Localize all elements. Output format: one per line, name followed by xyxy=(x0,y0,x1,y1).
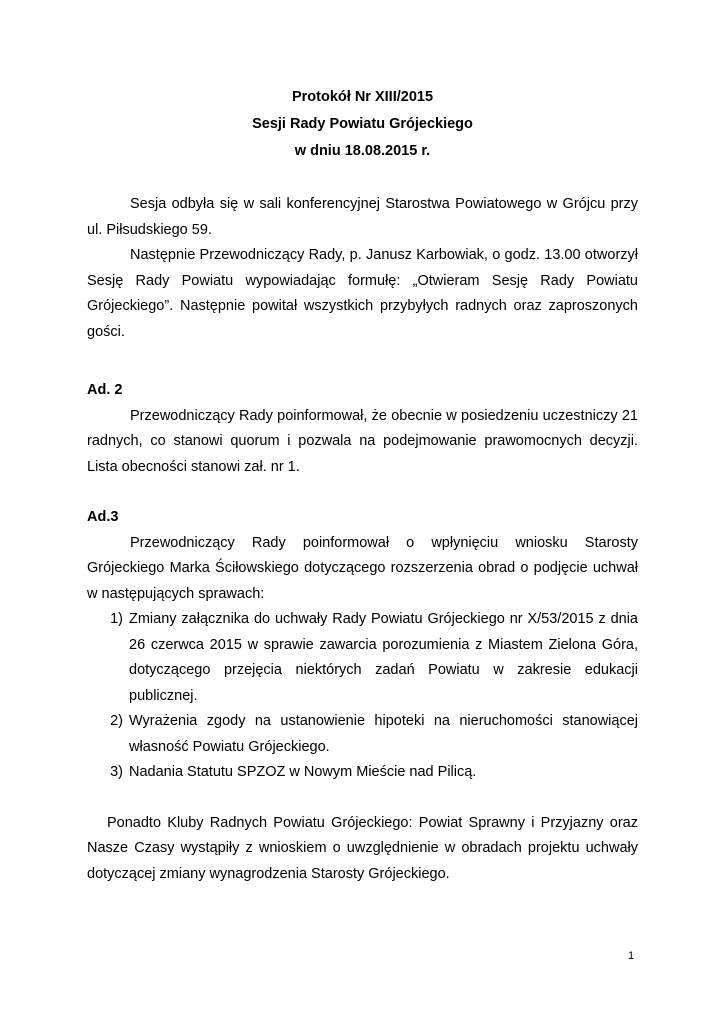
spacer xyxy=(87,786,638,811)
list-item-number: 1) xyxy=(110,611,123,627)
document-header xyxy=(0,84,725,165)
ad3-paragraph: Przewodniczący Rady poinformował o wpłynięciu wniosku Starosty Grójeckiego Marka Ściłowskiego dotyczącego rozszerzenia obrad o podjęcie uchwał w następujących sprawach: xyxy=(87,534,638,602)
closing-paragraph: Ponadto Kluby Radnych Powiatu Grójeckiego: Powiat Sprawny i Przyjazny oraz Nasze Czasy wystąpiły z wnioskiem o uwzględnienie w obradach projektu uchwały dotyczącej zmiany wynagrodzenia Starosty Grójeckiego. xyxy=(87,814,638,882)
session-title: Sesji Rady Powiatu Grójeckiego xyxy=(252,116,473,132)
list-item-text: Wyrażenia zgody na ustanowienie hipoteki na nieruchomości stanowiącej własność Powiatu Grójeckiego. xyxy=(129,713,638,755)
list-item-text: Zmiany załącznika do uchwały Rady Powiatu Grójeckiego nr X/53/2015 z dnia 26 czerwca 2015 w sprawie zawarcia porozumienia z Miastem Zielona Góra, dotyczącego przejęcia niektórych zadań Powiatu w zakresie edukacji publicznej. xyxy=(129,611,638,704)
list-item-number: 2) xyxy=(110,713,123,729)
document-body xyxy=(87,192,638,887)
list-item-number: 3) xyxy=(110,764,123,780)
page-number: 1 xyxy=(628,950,635,962)
spacer xyxy=(87,370,638,378)
ad2-paragraph: Przewodniczący Rady poinformował, że obecnie w posiedzeniu uczestniczy 21 radnych, co stanowi quorum i pozwala na podejmowanie prawomocnych decyzji. Lista obecności stanowi zał. nr 1. xyxy=(87,407,638,475)
list-item-text: Nadania Statutu SPZOZ w Nowym Mieście nad Pilicą. xyxy=(129,764,477,780)
spacer xyxy=(87,345,638,370)
ad2-heading: Ad. 2 xyxy=(87,382,123,398)
protocol-title: Protokół Nr XIII/2015 xyxy=(291,89,434,105)
session-date: w dniu 18.08.2015 r. xyxy=(294,143,431,159)
list-item xyxy=(87,760,638,786)
intro-paragraph-1: Sesja odbyła się w sali konferencyjnej Starostwa Powiatowego w Grójcu przy ul. Piłsudskiego 59. xyxy=(87,196,638,238)
list-item xyxy=(87,709,638,760)
ad3-list xyxy=(87,607,638,786)
list-item xyxy=(87,607,638,709)
intro-paragraph-2: Następnie Przewodniczący Rady, p. Janusz Karbowiak, o godz. 13.00 otworzył Sesję Rady Powiatu wypowiadając formułę: „Otwieram Sesję Rady Powiatu Grójeckiego”. Następnie powitał wszystkich przybyłych radnych oraz zaproszonych gości. xyxy=(87,247,638,340)
ad3-heading: Ad.3 xyxy=(87,509,119,525)
spacer xyxy=(87,480,638,505)
